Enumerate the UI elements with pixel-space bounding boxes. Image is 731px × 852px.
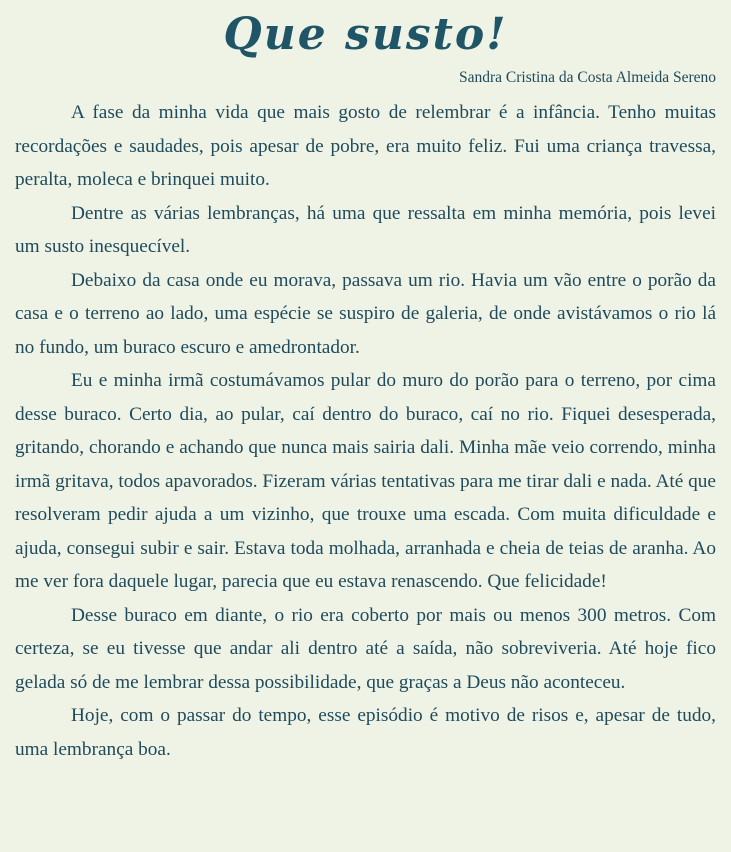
story-body — [15, 96, 716, 766]
paragraph: Dentre as várias lembranças, há uma que ressalta em minha memória, pois levei um susto inesquecível. — [15, 202, 716, 257]
author-name: Sandra Cristina da Costa Almeida Sereno — [459, 69, 716, 86]
paragraph: Desse buraco em diante, o rio era coberto por mais ou menos 300 metros. Com certeza, se eu tivesse que andar ali dentro até a saída, não sobreviveria. Até hoje fico gelada só de me lembrar dessa possibilidade, que graças a Deus não aconteceu. — [15, 604, 716, 693]
paragraph: Hoje, com o passar do tempo, esse episódio é motivo de risos e, apesar de tudo, uma lembrança boa. — [15, 705, 716, 760]
paragraph: Eu e minha irmã costumávamos pular do muro do porão para o terreno, por cima desse buraco. Certo dia, ao pular, caí dentro do buraco, caí no rio. Fiquei desesperada, gritando, chorando e achando que nunca mais sairia dali. Minha mãe veio correndo, minha irmã gritava, todos apavorados. Fizeram várias tentativas para me tirar dali e nada. Até que resolveram pedir ajuda a um vizinho, que trouxe uma escada. Com muita dificuldade e ajuda, consegui subir e sair. Estava toda molhada, arranhada e cheia de teias de aranha. Ao me ver fora daquele lugar, parecia que eu estava renascendo. Que felicidade! — [15, 370, 716, 592]
story-title: Que susto! — [223, 9, 508, 60]
paragraph: Debaixo da casa onde eu morava, passava um rio. Havia um vão entre o porão da casa e o terreno ao lado, uma espécie se suspiro de galeria, de onde avistávamos o rio lá no fundo, um buraco escuro e amedrontador. — [15, 269, 716, 358]
paragraph: A fase da minha vida que mais gosto de relembrar é a infância. Tenho muitas recordações e saudades, pois apesar de pobre, era muito feliz. Fui uma criança travessa, peralta, moleca e brinquei muito. — [15, 102, 716, 190]
